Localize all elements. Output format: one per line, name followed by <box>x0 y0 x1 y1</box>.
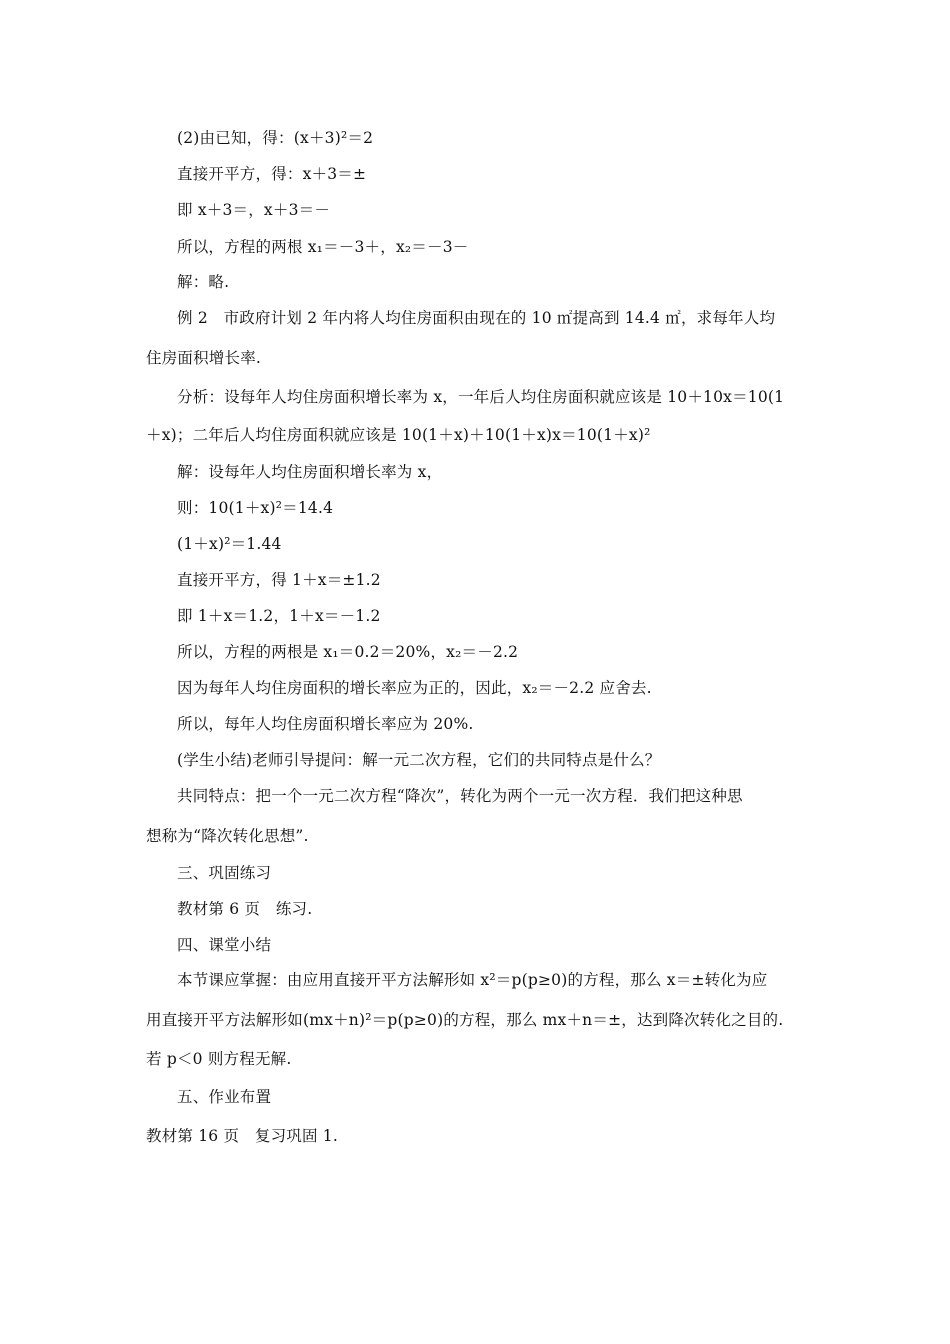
text-line: 所以，方程的两根 x₁＝－3＋，x₂＝－3－ <box>177 238 469 256</box>
text-line: 分析：设每年人均住房面积增长率为 x，一年后人均住房面积就应该是 10＋10x＝10(1 <box>177 388 785 406</box>
text-line: 若 p＜0 则方程无解. <box>146 1050 292 1068</box>
text-line: 共同特点：把一个一元二次方程“降次”，转化为两个一元一次方程．我们把这种思 <box>177 787 743 805</box>
text-line: 即 1＋x＝1.2，1＋x＝－1.2 <box>177 607 381 625</box>
text-line: 例 2 市政府计划 2 年内将人均住房面积由现在的 10 ㎡提高到 14.4 ㎡，求每年人均 <box>177 309 776 327</box>
text-line: (2)由已知，得：(x＋3)²＝2 <box>177 129 374 147</box>
section-heading: 三、巩固练习 <box>177 864 272 882</box>
text-line: 解：设每年人均住房面积增长率为 x， <box>177 463 443 481</box>
section-heading: 四、课堂小结 <box>177 936 272 954</box>
text-line: 用直接开平方法解形如(mx＋n)²＝p(p≥0)的方程，那么 mx＋n＝±，达到降次转化之目的. <box>146 1011 784 1029</box>
text-line: (1＋x)²＝1.44 <box>177 535 282 553</box>
text-line: 因为每年人均住房面积的增长率应为正的，因此，x₂＝－2.2 应舍去. <box>177 679 652 697</box>
section-heading: 五、作业布置 <box>177 1088 272 1106</box>
text-line: 想称为“降次转化思想”. <box>146 827 309 845</box>
text-line: 本节课应掌握：由应用直接开平方法解形如 x²＝p(p≥0)的方程，那么 x＝±转化为应 <box>177 971 768 989</box>
text-line: 所以，每年人均住房面积增长率应为 20%. <box>177 715 474 733</box>
text-line: ＋x)；二年后人均住房面积就应该是 10(1＋x)＋10(1＋x)x＝10(1＋x)² <box>146 426 651 444</box>
text-line: 则：10(1＋x)²＝14.4 <box>177 499 334 517</box>
text-line: 即 x＋3＝，x＋3＝－ <box>177 201 331 219</box>
text-line: 直接开平方，得：x＋3＝± <box>177 165 367 183</box>
text-line: 住房面积增长率. <box>146 349 262 367</box>
text-line: 教材第 16 页 复习巩固 1. <box>146 1127 338 1145</box>
text-line: 直接开平方，得 1＋x＝±1.2 <box>177 571 381 589</box>
text-line: 所以，方程的两根是 x₁＝0.2＝20%，x₂＝－2.2 <box>177 643 519 661</box>
text-line: 解：略. <box>177 273 230 291</box>
text-line: 教材第 6 页 练习. <box>177 900 313 918</box>
text-line: (学生小结)老师引导提问：解一元二次方程，它们的共同特点是什么？ <box>177 751 661 769</box>
